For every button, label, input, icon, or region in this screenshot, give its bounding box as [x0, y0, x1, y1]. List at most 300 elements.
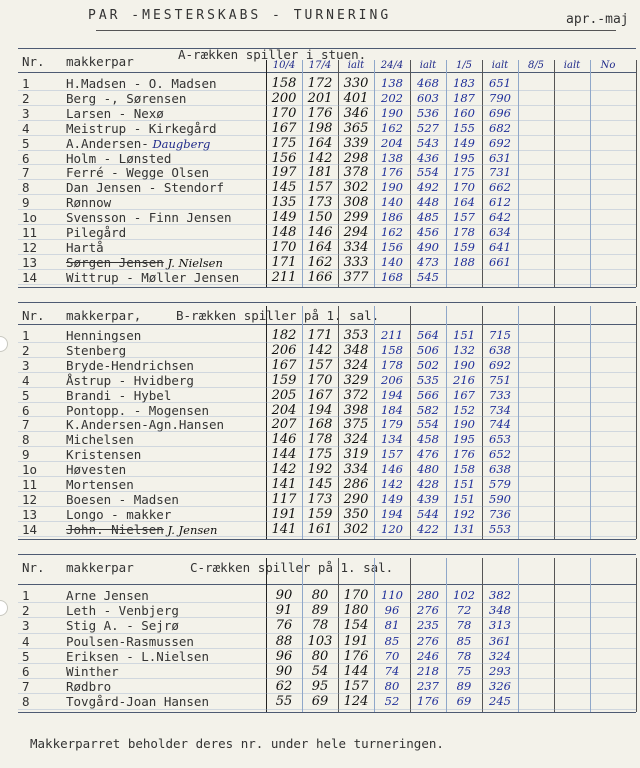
score-cell: 149	[453, 135, 475, 150]
score-cell: 554	[417, 417, 439, 432]
score-cell: 194	[307, 402, 333, 418]
row-number: 2	[22, 342, 30, 358]
row-number: 8	[22, 180, 30, 196]
pair-name-text: Rønnow	[66, 195, 112, 211]
score-cell: 142	[307, 342, 333, 358]
pair-name-text: Stenberg	[66, 342, 127, 358]
pair-name	[66, 634, 194, 649]
score-cell: 151	[453, 491, 475, 506]
score-cell: 187	[453, 90, 475, 105]
score-cell: 134	[381, 432, 403, 447]
section-nr-label: Nr.	[22, 54, 45, 69]
table-row	[0, 106, 640, 121]
score-cell: 280	[417, 588, 439, 602]
score-cell: 75	[456, 664, 472, 678]
score-cell: 476	[417, 447, 439, 462]
row-number: 4	[22, 633, 30, 649]
score-cell: 173	[307, 195, 333, 211]
table-row	[0, 343, 640, 358]
table-row	[0, 477, 640, 492]
score-cell: 173	[307, 491, 333, 507]
pair-name	[66, 432, 134, 447]
pair-name-text: Pontopp. - Mogensen	[66, 402, 209, 418]
score-cell: 324	[343, 432, 369, 448]
pair-name	[66, 151, 171, 166]
score-cell: 156	[381, 239, 403, 254]
table-row	[0, 328, 640, 343]
score-cell: 378	[343, 165, 369, 181]
pair-name-text: Boesen - Madsen	[66, 491, 179, 507]
row-number: 1o	[22, 210, 38, 226]
score-cell: 141	[271, 521, 297, 537]
score-cell: 276	[417, 633, 439, 648]
pair-name-text: Brandi - Hybel	[66, 387, 172, 403]
score-cell: 190	[381, 105, 403, 120]
score-cell: 329	[343, 372, 369, 388]
table-row	[0, 417, 640, 432]
table-row	[0, 151, 640, 166]
score-cell: 151	[453, 328, 475, 342]
score-cell: 201	[307, 90, 333, 106]
score-cell: 72	[456, 603, 472, 618]
table-row	[0, 121, 640, 136]
pair-name-text: John. Nielsen	[66, 521, 164, 537]
score-cell: 326	[489, 679, 511, 694]
score-cell: 377	[343, 269, 369, 285]
score-cell: 653	[489, 432, 511, 447]
score-cell: 682	[489, 120, 511, 135]
score-cell: 302	[343, 521, 369, 537]
score-cell: 184	[381, 402, 403, 417]
score-cell: 473	[417, 254, 439, 269]
score-cell: 286	[343, 477, 369, 492]
section-nr-label: Nr.	[22, 308, 45, 323]
score-cell: 506	[417, 342, 439, 357]
score-cell: 319	[343, 447, 369, 463]
score-cell: 299	[343, 210, 369, 226]
score-cell: 85	[456, 633, 472, 648]
score-cell: 176	[343, 648, 369, 664]
row-number: 2	[22, 603, 30, 619]
score-cell: 612	[489, 195, 511, 210]
pair-name-text: Pilegård	[66, 225, 127, 240]
table-row	[0, 180, 640, 195]
score-cell: 218	[417, 664, 439, 678]
score-cell: 330	[343, 76, 369, 91]
score-cell: 206	[381, 372, 403, 387]
row-number: 2	[22, 90, 30, 106]
score-cell: 652	[489, 447, 511, 462]
score-cell: 200	[271, 90, 297, 106]
score-cell: 448	[417, 195, 439, 210]
score-cell: 744	[489, 417, 511, 432]
score-cell: 428	[417, 477, 439, 491]
score-cell: 158	[271, 76, 297, 91]
pair-name	[66, 121, 217, 136]
score-cell: 175	[307, 447, 333, 463]
column-heading: No	[600, 60, 616, 71]
pair-name-text: Henningsen	[66, 328, 142, 343]
row-line	[18, 284, 636, 285]
section-title: A-rækken spiller i stuen.	[178, 47, 367, 62]
section-bottom-rule	[18, 287, 636, 288]
score-cell: 162	[307, 254, 333, 270]
score-cell: 544	[417, 506, 439, 521]
score-cell: 69	[456, 694, 472, 709]
score-cell: 142	[381, 477, 403, 491]
row-number: 8	[22, 432, 30, 448]
score-cell: 458	[417, 432, 439, 447]
score-cell: 194	[381, 387, 403, 402]
score-cell: 245	[489, 694, 511, 709]
score-cell: 334	[343, 462, 369, 478]
column-heading: 1/5	[455, 60, 473, 71]
table-row	[0, 664, 640, 679]
score-cell: 545	[417, 269, 439, 284]
score-cell: 191	[343, 633, 369, 649]
column-heading: ialt	[347, 60, 365, 71]
score-cell: 69	[311, 694, 329, 710]
score-cell: 346	[343, 105, 369, 121]
row-number: 4	[22, 120, 30, 136]
score-cell: 162	[381, 120, 403, 135]
score-cell: 91	[275, 603, 293, 619]
row-line	[18, 709, 636, 710]
table-row	[0, 195, 640, 210]
score-cell: 140	[381, 195, 403, 210]
pair-name-text: Mortensen	[66, 477, 134, 492]
pair-name-text: Longo - makker	[66, 506, 172, 522]
score-cell: 564	[417, 328, 439, 342]
score-cell: 178	[307, 432, 333, 448]
row-number: 3	[22, 357, 30, 373]
score-cell: 536	[417, 105, 439, 120]
pair-name-text: Svensson - Finn Jensen	[66, 210, 232, 226]
footer-note: Makkerparret beholder deres nr. under hele turneringen.	[30, 736, 444, 751]
section-bottom-rule	[18, 539, 636, 540]
pair-name	[66, 694, 209, 709]
score-cell: 298	[343, 150, 369, 166]
row-number: 12	[22, 491, 38, 507]
score-cell: 350	[343, 506, 369, 522]
score-cell: 324	[489, 648, 511, 663]
pair-name-text: Høvesten	[66, 462, 127, 478]
score-cell: 175	[271, 135, 297, 151]
handwritten-correction: J. Jensen	[163, 522, 218, 537]
score-cell: 52	[384, 694, 400, 709]
score-cell: 144	[271, 447, 297, 463]
score-cell: 456	[417, 225, 439, 239]
score-cell: 70	[384, 648, 400, 663]
row-number: 12	[22, 239, 38, 255]
score-cell: 582	[417, 402, 439, 417]
score-cell: 117	[271, 491, 297, 507]
score-cell: 485	[417, 210, 439, 225]
score-cell: 216	[453, 372, 475, 387]
table-row	[0, 240, 640, 255]
score-cell: 62	[275, 679, 293, 695]
score-cell: 202	[381, 90, 403, 105]
score-cell: 293	[489, 664, 511, 678]
score-cell: 54	[311, 664, 329, 679]
score-cell: 150	[307, 210, 333, 226]
row-number: 1	[22, 76, 30, 91]
score-cell: 333	[343, 254, 369, 270]
score-cell: 339	[343, 135, 369, 151]
score-cell: 157	[307, 357, 333, 373]
score-cell: 162	[381, 225, 403, 239]
pair-name-text: Poulsen-Rasmussen	[66, 633, 194, 649]
score-cell: 736	[489, 506, 511, 521]
score-cell: 246	[417, 648, 439, 663]
score-cell: 480	[417, 462, 439, 477]
score-cell: 361	[489, 633, 511, 648]
score-cell: 211	[381, 328, 403, 342]
table-row	[0, 76, 640, 91]
score-cell: 178	[453, 225, 475, 239]
score-cell: 80	[384, 679, 400, 694]
header-underline	[18, 324, 636, 325]
score-cell: 78	[311, 618, 329, 634]
score-cell: 176	[417, 694, 439, 709]
pair-name	[66, 180, 224, 195]
score-cell: 205	[271, 387, 297, 403]
table-row	[0, 588, 640, 603]
score-cell: 166	[307, 269, 333, 285]
score-cell: 89	[311, 603, 329, 619]
score-cell: 313	[489, 618, 511, 633]
pair-name	[66, 270, 239, 285]
score-cell: 176	[307, 105, 333, 121]
score-cell: 178	[381, 357, 403, 372]
score-cell: 398	[343, 402, 369, 418]
score-cell: 170	[271, 239, 297, 255]
score-cell: 190	[453, 417, 475, 432]
section-pair-label: makkerpar	[66, 54, 134, 69]
score-cell: 135	[271, 195, 297, 211]
pair-name-text: Arne Jensen	[66, 588, 149, 603]
section-nr-label: Nr.	[22, 560, 45, 575]
score-cell: 211	[271, 269, 297, 285]
score-cell: 188	[453, 254, 475, 269]
pair-name	[66, 462, 126, 477]
score-cell: 74	[384, 664, 400, 678]
pair-name-text: Dan Jensen - Stendorf	[66, 180, 225, 196]
column-heading: ialt	[563, 60, 581, 71]
table-row	[0, 492, 640, 507]
score-cell: 206	[271, 342, 297, 358]
score-cell: 696	[489, 105, 511, 120]
score-cell: 192	[453, 506, 475, 521]
score-cell: 641	[489, 239, 511, 254]
table-row	[0, 694, 640, 709]
score-cell: 197	[271, 165, 297, 181]
score-cell: 151	[453, 477, 475, 491]
score-cell: 176	[453, 447, 475, 462]
score-cell: 176	[381, 165, 403, 180]
section-bottom-rule	[18, 712, 636, 713]
score-cell: 191	[271, 506, 297, 522]
score-cell: 175	[453, 165, 475, 180]
score-cell: 642	[489, 210, 511, 225]
score-cell: 195	[453, 432, 475, 447]
pair-name-text: H.Madsen - O. Madsen	[66, 76, 217, 91]
score-cell: 164	[453, 195, 475, 210]
score-cell: 142	[271, 462, 297, 478]
score-cell: 181	[307, 165, 333, 181]
score-cell: 198	[307, 120, 333, 136]
handwritten-correction: J. Nielsen	[163, 255, 223, 270]
score-cell: 492	[417, 180, 439, 195]
row-number: 13	[22, 254, 38, 270]
row-number: 5	[22, 648, 30, 664]
score-cell: 157	[307, 180, 333, 196]
pair-name	[66, 618, 179, 633]
score-cell: 308	[343, 195, 369, 211]
row-line	[18, 536, 636, 537]
score-cell: 158	[453, 462, 475, 477]
table-row	[0, 634, 640, 649]
section-title: C-rækken spiller på 1. sal.	[190, 560, 394, 575]
row-number: 7	[22, 417, 30, 433]
pair-name	[66, 507, 171, 522]
score-cell: 170	[453, 180, 475, 195]
pair-name	[66, 603, 179, 618]
table-row	[0, 603, 640, 618]
score-cell: 167	[307, 387, 333, 403]
row-number: 6	[22, 664, 30, 679]
row-number: 14	[22, 521, 38, 537]
row-number: 5	[22, 135, 30, 151]
pair-name-text: K.Andersen-Agn.Hansen	[66, 417, 225, 433]
score-cell: 204	[381, 135, 403, 150]
row-number: 7	[22, 165, 30, 181]
score-cell: 159	[271, 372, 297, 388]
score-cell: 158	[381, 342, 403, 357]
score-cell: 164	[307, 239, 333, 255]
pair-name	[66, 447, 141, 462]
pair-name	[66, 388, 171, 403]
pair-name-text: Meistrup - Kirkegård	[66, 120, 217, 136]
score-cell: 401	[343, 90, 369, 106]
score-cell: 146	[271, 432, 297, 448]
score-cell: 543	[417, 135, 439, 150]
score-cell: 195	[453, 150, 475, 165]
score-cell: 634	[489, 225, 511, 239]
score-cell: 141	[271, 477, 297, 492]
score-cell: 372	[343, 387, 369, 403]
score-cell: 662	[489, 180, 511, 195]
table-row	[0, 136, 640, 151]
table-row	[0, 432, 640, 447]
pair-name	[66, 373, 194, 388]
score-cell: 553	[489, 521, 511, 536]
score-cell: 96	[384, 603, 400, 618]
score-cell: 554	[417, 165, 439, 180]
score-cell: 439	[417, 491, 439, 506]
score-cell: 170	[343, 588, 369, 603]
score-cell: 157	[343, 679, 369, 695]
page-title: PAR -MESTERSKABS - TURNERING	[88, 8, 392, 23]
score-cell: 638	[489, 342, 511, 357]
pair-name	[66, 195, 111, 210]
score-cell: 144	[343, 664, 369, 679]
score-cell: 132	[453, 342, 475, 357]
table-row	[0, 649, 640, 664]
table-row	[0, 679, 640, 694]
score-cell: 734	[489, 402, 511, 417]
score-cell: 110	[381, 588, 403, 602]
column-heading: ialt	[419, 60, 437, 71]
row-number: 13	[22, 506, 38, 522]
title-underline	[96, 30, 616, 31]
score-cell: 490	[417, 239, 439, 254]
row-number: 1	[22, 588, 30, 603]
pair-name	[66, 210, 232, 225]
score-cell: 207	[271, 417, 297, 433]
score-cell: 164	[307, 135, 333, 151]
pair-name-text: Holm - Lønsted	[66, 150, 172, 166]
score-cell: 120	[381, 521, 403, 536]
score-cell: 590	[489, 491, 511, 506]
pair-name-text: Eriksen - L.Nielsen	[66, 648, 209, 664]
section-pair-label: makkerpar	[66, 560, 134, 575]
row-number: 8	[22, 694, 30, 710]
score-cell: 168	[381, 269, 403, 284]
handwritten-correction: Daugberg	[148, 136, 211, 151]
score-cell: 80	[311, 588, 329, 603]
score-cell: 148	[271, 225, 297, 240]
pair-name	[66, 649, 209, 664]
score-cell: 172	[307, 76, 333, 91]
score-cell: 124	[343, 694, 369, 710]
score-cell: 603	[417, 90, 439, 105]
column-heading: ialt	[491, 60, 509, 71]
pair-name-text: Larsen - Nexø	[66, 105, 164, 121]
row-number: 9	[22, 447, 30, 463]
score-cell: 146	[381, 462, 403, 477]
table-row	[0, 270, 640, 285]
pair-name	[66, 165, 209, 180]
table-row	[0, 522, 640, 537]
score-cell: 138	[381, 150, 403, 165]
score-cell: 527	[417, 120, 439, 135]
score-cell: 155	[453, 120, 475, 135]
pair-name	[66, 477, 134, 492]
score-cell: 85	[384, 633, 400, 648]
section-top-rule	[18, 554, 636, 555]
score-cell: 375	[343, 417, 369, 433]
row-number: 6	[22, 402, 30, 418]
pair-name	[66, 664, 119, 679]
score-cell: 149	[381, 491, 403, 506]
score-cell: 90	[275, 588, 293, 603]
score-cell: 638	[489, 462, 511, 477]
section-pair-label: makkerpar,	[66, 308, 142, 323]
score-cell: 382	[489, 588, 511, 602]
score-cell: 194	[381, 506, 403, 521]
score-cell: 204	[271, 402, 297, 418]
table-row	[0, 210, 640, 225]
score-cell: 145	[307, 477, 333, 492]
pair-name	[66, 417, 224, 432]
row-number: 14	[22, 269, 38, 285]
score-cell: 751	[489, 372, 511, 387]
score-cell: 422	[417, 521, 439, 536]
score-cell: 502	[417, 357, 439, 372]
score-cell: 692	[489, 135, 511, 150]
score-cell: 631	[489, 150, 511, 165]
